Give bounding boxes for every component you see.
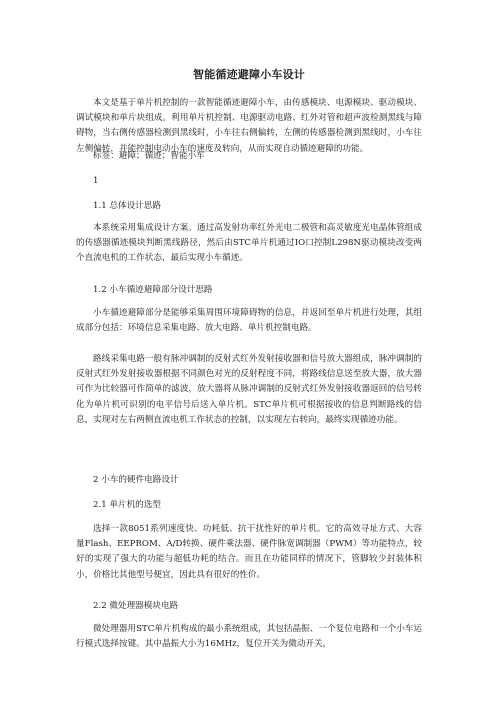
section-1-2-heading: 1.2 小车循迹避障部分设计思路 bbox=[93, 285, 213, 295]
section-2-1-heading: 2.1 单片机的选型 bbox=[93, 500, 161, 510]
abstract-paragraph: 本文是基于单片机控制的一款智能循迹避障小车，由传感模块、电源模块、驱动模块、调试模块和单片块组成。利用单片机控制、电源驱动电路、红外对管和超声波检测黑线与障碍物，当右侧传感器检测到黑线时，小车往右侧偏转，左侧的传感器检测到黑线时，小车往左侧偏转，并能控制电动小车的速度及转向，从而实现自动循迹避障的功能。 bbox=[76, 98, 422, 154]
section-2-1-body: 选择一款8051系列速度快、功耗低、抗干扰性好的单片机。它的高效寻址方式、大容量Flash、EEPROM、A/D转换、硬件乘法器、硬件脉宽调制器（PWM）等功能特点，较好的实现了强大的功能与超低功耗的结合。而且在功能同样的情况下，管脚较少封装体积小，价格比其他型号便宜，因此具有很好的性价。 bbox=[76, 524, 422, 580]
keywords-line: 标签：避障；循迹；智能小车 bbox=[93, 151, 205, 161]
document-title: 智能循迹避障小车设计 bbox=[193, 68, 305, 81]
section-1-1-body: 本系统采用集成设计方案。通过高发射功率红外光电二极管和高灵敏度光电晶体管组成的传感器循迹模块判断黑线路径，然后由STC单片机通过IO口控制L298N驱动模块改变两个直流电机的工作状态，最后实现小车循迹。 bbox=[76, 223, 422, 264]
section-1-2-body-1: 小车循迹避障部分是能够采集周围环境障碍物的信息，并返回至单片机进行处理，其组成部分包括：环境信息采集电路、放大电路、单片机控制电路。 bbox=[76, 308, 422, 334]
section-1-2-body-2: 路线采集电路一般有脉冲调制的反射式红外发射接收器和信号放大器组成，脉冲调制的反射式红外发射接收器根据不同颜色对光的反射程度不同，将路线信息送至放大器，放大器可作为比较器可作简单的滤波，放大器将从脉冲调制的反射式红外发射接收器返回的信号转化为单片机可识别的电平信号后送入单片机。STC单片机可根据接收的信息判断路线的信息，实现对左右两侧直流电机工作状态的控制，以实现左右转向，最终实现循迹功能。 bbox=[76, 354, 422, 425]
section-1-1-heading: 1.1 总体设计思路 bbox=[93, 201, 161, 211]
section-2-2-body: 微处理器用STC单片机构成的最小系统组成，其包括晶振、一个复位电路和一个小车运行模式选择按键。其中晶振大小为16MHz，复位开关为微动开关， bbox=[76, 624, 422, 650]
section-1-number: 1 bbox=[93, 176, 99, 186]
section-2-heading: 2 小车的硬件电路设计 bbox=[93, 475, 179, 485]
section-2-2-heading: 2.2 微处理器模块电路 bbox=[93, 601, 179, 611]
